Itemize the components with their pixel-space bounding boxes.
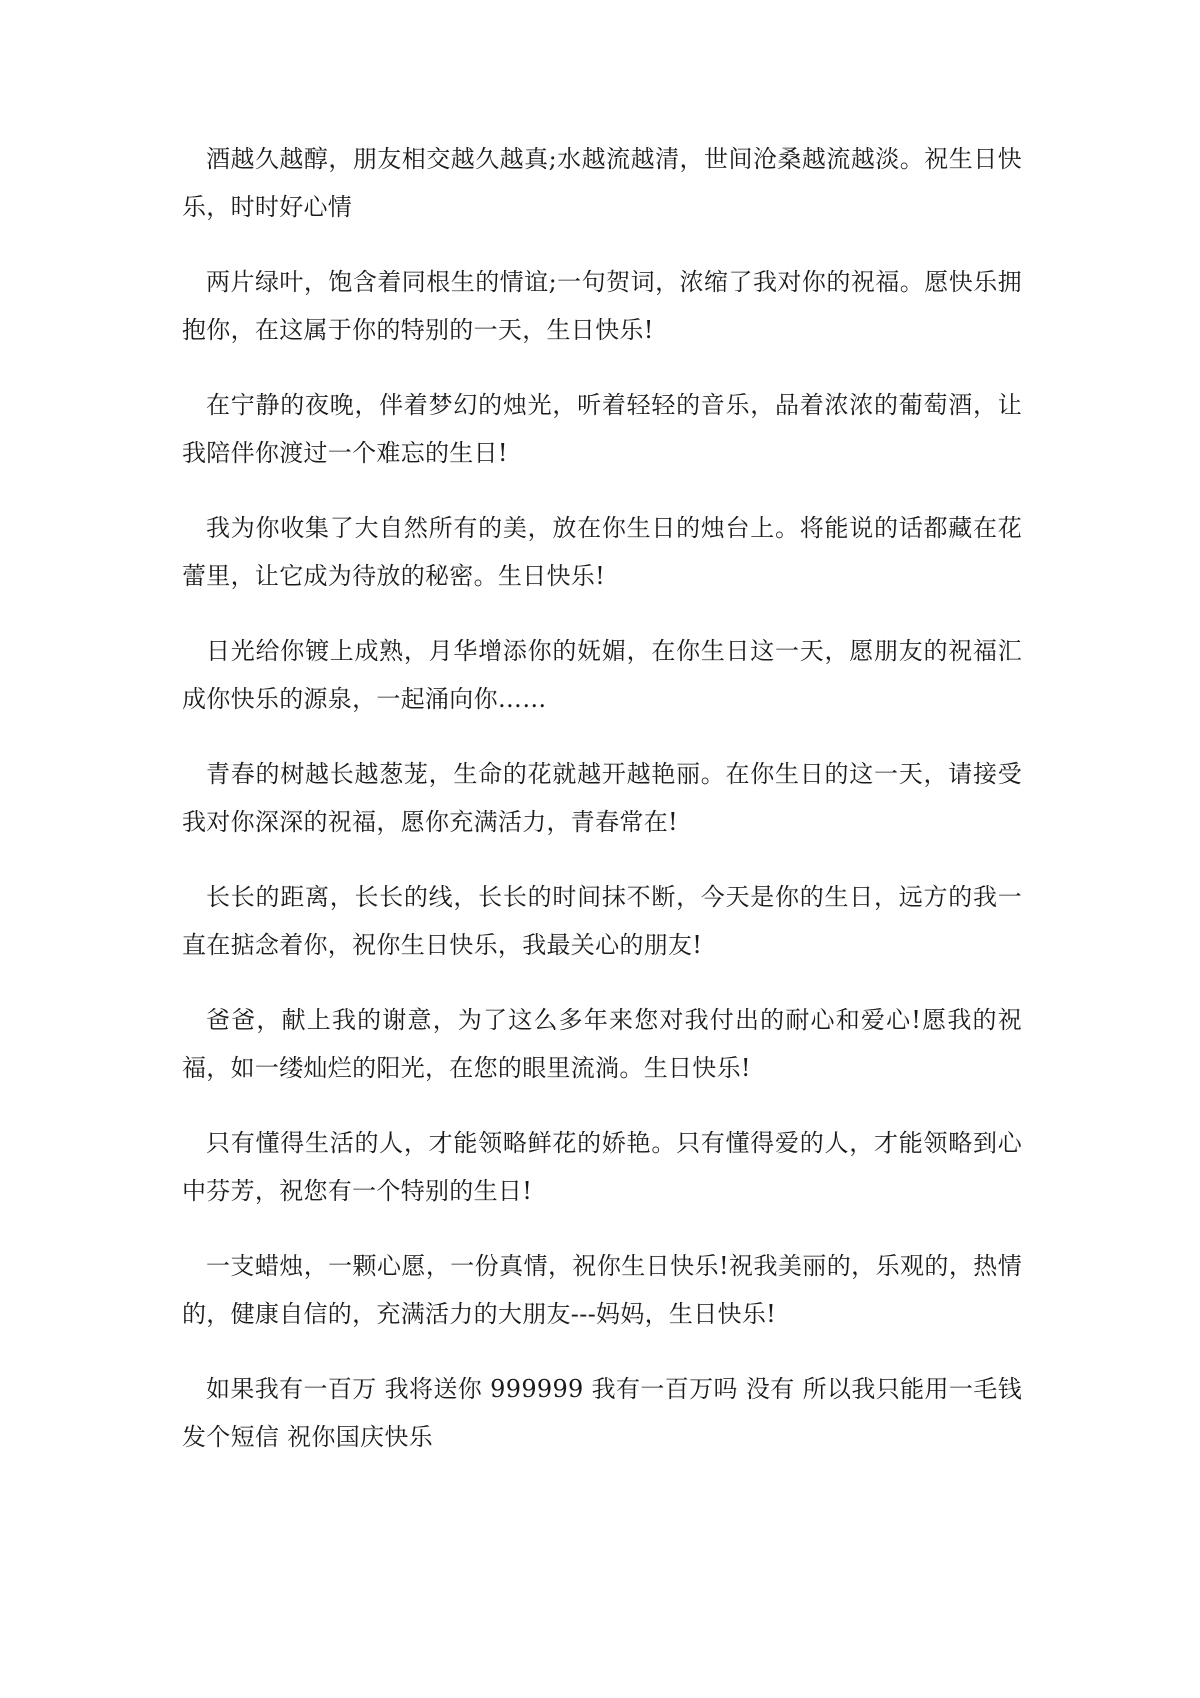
paragraph: 长长的距离，长长的线，长长的时间抹不断，今天是你的生日，远方的我一直在掂念着你，祝你生日快乐，我最关心的朋友!: [182, 883, 1022, 959]
paragraph: 日光给你镀上成熟，月华增添你的妩媚，在你生日这一天，愿朋友的祝福汇成你快乐的源泉，一起涌向你……: [182, 637, 1022, 713]
paragraph: 爸爸，献上我的谢意，为了这么多年来您对我付出的耐心和爱心!愿我的祝福，如一缕灿烂的阳光，在您的眼里流淌。生日快乐!: [182, 1006, 1022, 1082]
paragraph: 在宁静的夜晚，伴着梦幻的烛光，听着轻轻的音乐，品着浓浓的葡萄酒，让我陪伴你渡过一个难忘的生日!: [182, 391, 1022, 467]
paragraph: 两片绿叶，饱含着同根生的情谊;一句贺词，浓缩了我对你的祝福。愿快乐拥抱你，在这属于你的特别的一天，生日快乐!: [182, 268, 1022, 344]
paragraph: 一支蜡烛，一颗心愿，一份真情，祝你生日快乐!祝我美丽的，乐观的，热情的，健康自信的，充满活力的大朋友---妈妈，生日快乐!: [182, 1252, 1022, 1328]
paragraph: 我为你收集了大自然所有的美，放在你生日的烛台上。将能说的话都藏在花蕾里，让它成为待放的秘密。生日快乐!: [182, 514, 1022, 590]
document-body: [182, 135, 1022, 1488]
paragraph: 青春的树越长越葱茏，生命的花就越开越艳丽。在你生日的这一天，请接受我对你深深的祝福，愿你充满活力，青春常在!: [182, 760, 1022, 836]
paragraph: 如果我有一百万 我将送你 999999 我有一百万吗 没有 所以我只能用一毛钱发个短信 祝你国庆快乐: [182, 1375, 1022, 1451]
paragraph: 酒越久越醇，朋友相交越久越真;水越流越清，世间沧桑越流越淡。祝生日快乐，时时好心情: [182, 145, 1022, 221]
paragraph: 只有懂得生活的人，才能领略鲜花的娇艳。只有懂得爱的人，才能领略到心中芬芳，祝您有一个特别的生日!: [182, 1129, 1022, 1205]
